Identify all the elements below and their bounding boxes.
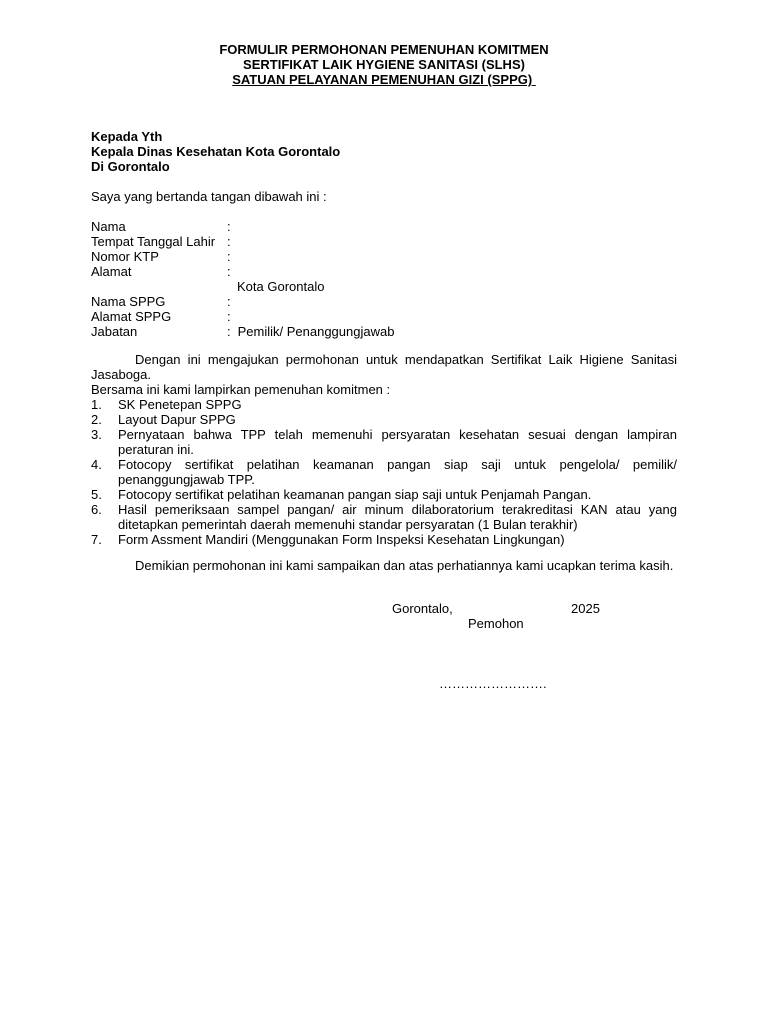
recipient-line-2: Kepala Dinas Kesehatan Kota Gorontalo: [91, 144, 341, 159]
list-text: Layout Dapur SPPG: [118, 412, 236, 427]
list-number: 1.: [91, 397, 102, 412]
list-item: [91, 457, 677, 487]
list-number: 7.: [91, 532, 102, 547]
field-label: Nomor KTP: [91, 249, 159, 264]
list-text: SK Penetepan SPPG: [118, 397, 242, 412]
field-label: Nama SPPG: [91, 294, 166, 309]
field-colon: :: [227, 249, 231, 264]
title-line-2: SERTIFIKAT LAIK HYGIENE SANITASI (SLHS): [243, 57, 525, 72]
list-text: Fotocopy sertifikat pelatihan keamanan pangan siap saji untuk Penjamah Pangan.: [118, 487, 592, 502]
list-item: [91, 397, 677, 412]
field-value: Pemilik/ Penanggungjawab: [234, 324, 395, 339]
list-item: [91, 502, 677, 532]
document-title: [0, 42, 768, 87]
list-text: Hasil pemeriksaan sampel pangan/ air minum dilaboratorium terakreditasi KAN atau yang ditetapkan pemerintah daerah memenuhi standar persyaratan (1 Bulan terakhir): [118, 502, 677, 532]
field-nama: [91, 219, 691, 234]
recipient-line-1: Kepada Yth: [91, 129, 163, 144]
request-body: [91, 352, 677, 547]
field-jabatan: [91, 324, 691, 339]
field-colon: :: [227, 309, 231, 324]
field-alamat: [91, 264, 691, 279]
field-alamat-sppg: [91, 309, 691, 324]
intro-text: Saya yang bertanda tangan dibawah ini :: [91, 189, 327, 204]
field-ttl: [91, 234, 691, 249]
list-text: Fotocopy sertifikat pelatihan keamanan pangan siap saji untuk pengelola/ pemilik/ penanggungjawab TPP.: [118, 457, 677, 487]
field-label: Nama: [91, 219, 126, 234]
alamat-kota-text: Kota Gorontalo: [237, 279, 325, 294]
title-line-3: SATUAN PELAYANAN PEMENUHAN GIZI (SPPG): [232, 72, 536, 87]
list-item: [91, 412, 677, 427]
field-label: Jabatan: [91, 324, 138, 339]
list-number: 2.: [91, 412, 102, 427]
list-text: Form Assment Mandiri (Menggunakan Form Inspeksi Kesehatan Lingkungan): [118, 532, 565, 547]
attachment-lead: Bersama ini kami lampirkan pemenuhan komitmen :: [91, 382, 391, 397]
field-label: Alamat: [91, 264, 132, 279]
list-item: [91, 532, 677, 547]
field-nama-sppg: [91, 294, 691, 309]
recipient-line-3: Di Gorontalo: [91, 159, 170, 174]
field-ktp: [91, 249, 691, 264]
list-item: [91, 487, 677, 502]
attachment-list: [91, 397, 677, 547]
signature-dotted-line: …………………….: [439, 676, 547, 691]
field-label: Tempat Tanggal Lahir: [91, 234, 216, 249]
applicant-fields: [91, 219, 691, 339]
list-number: 5.: [91, 487, 102, 502]
list-number: 4.: [91, 457, 102, 472]
signature-role: Pemohon: [468, 616, 524, 631]
signature-year: 2025: [571, 601, 600, 616]
field-label: Alamat SPPG: [91, 309, 172, 324]
list-number: 3.: [91, 427, 102, 442]
field-colon: :: [227, 264, 231, 279]
list-text: Pernyataan bahwa TPP telah memenuhi persyaratan kesehatan sesuai dengan lampiran peraturan ini.: [118, 427, 677, 457]
list-item: [91, 427, 677, 457]
field-alamat-kota: [91, 279, 691, 294]
field-colon: :: [227, 234, 231, 249]
recipient-block: [91, 129, 340, 174]
request-paragraph: Dengan ini mengajukan permohonan untuk mendapatkan Sertifikat Laik Higiene Sanitasi Jasaboga.: [91, 352, 677, 382]
title-line-1: FORMULIR PERMOHONAN PEMENUHAN KOMITMEN: [219, 42, 549, 57]
closing-paragraph: Demikian permohonan ini kami sampaikan dan atas perhatiannya kami ucapkan terima kasih.: [135, 558, 674, 573]
field-colon: :: [227, 219, 231, 234]
field-colon: :: [227, 324, 231, 339]
list-number: 6.: [91, 502, 102, 517]
field-colon: :: [227, 294, 231, 309]
signature-place: Gorontalo,: [392, 601, 453, 616]
